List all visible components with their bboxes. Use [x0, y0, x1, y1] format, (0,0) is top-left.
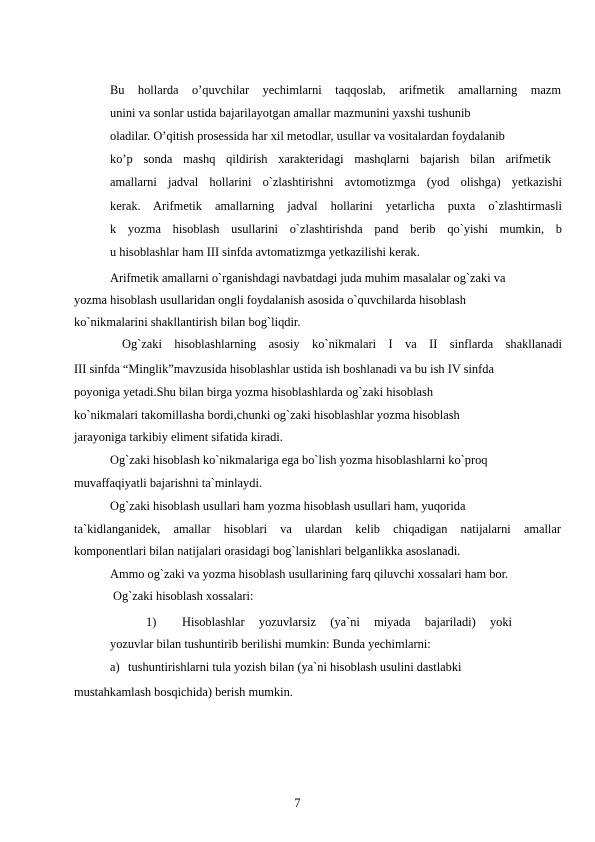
text-line: poyoniga yetadi.Shu bilan birga yozma hisoblashlarda og`zaki hisoblash — [74, 385, 434, 399]
page-number: 7 — [294, 796, 301, 810]
text-line: k yozma hisoblash usullarini o`zlashtirishda pand berib qo`yishi mumkin, b — [110, 222, 562, 236]
text-line: III sinfda “Minglik”mavzusida hisoblashlar ustida ish boshlanadi va bu ish IV sinfda — [74, 362, 494, 376]
text-line: Arifmetik amallarni o`rganishdagi navbatdagi juda muhim masalalar og`zaki va — [110, 271, 506, 285]
text-line: yozma hisoblash usullaridan ongli foydalanish asosida o`quvchilarda hisoblash — [74, 293, 466, 307]
text-line: Ammo og`zaki va yozma hisoblash usullarining farq qiluvchi xossalari ham bor. — [110, 567, 509, 581]
text-line: u hisoblashlar ham III sinfda avtomatizmga yetkazilishi kerak. — [110, 245, 420, 259]
text-line: ko`nikmalari takomillasha bordi,chunki og`zaki hisoblashlar yozma hisoblash — [74, 408, 460, 422]
text-line: oladilar. O’qitish prosessida har xil metodlar, usullar va vositalardan foydalanib — [110, 129, 505, 143]
text-line: Hisoblashlar yozuvlarsiz (ya`ni miyada bajariladi) yoki — [182, 615, 512, 629]
text-line: amallarni jadval hollarini o`zlashtirishni avtomotizmga (yod olishga) yetkazishi — [110, 175, 562, 189]
text-line: unini va sonlar ustida bajarilayotgan amallar mazmunini yaxshi tushunib — [110, 106, 471, 120]
text-line: Og`zaki hisoblash usullari ham yozma hisoblash usullari ham, yuqorida — [110, 499, 466, 513]
text-line: mustahkamlash bosqichida) berish mumkin. — [74, 685, 293, 699]
text-line: muvaffaqiyatli bajarishni ta`minlaydi. — [74, 476, 262, 490]
text-line: ko’p sonda mashq qildirish xarakteridagi mashqlarni bajarish bilan arifmetik — [110, 152, 551, 166]
text-line: tushuntirishlarni tula yozish bilan (ya`ni hisoblash usulini dastlabki — [128, 660, 462, 674]
text-line: yozuvlar bilan tushuntirib berilishi mumkin: Bunda yechimlarni: — [110, 637, 431, 651]
list-marker: a) — [110, 660, 120, 674]
text-line: jarayoniga tarkibiy eliment sifatida kiradi. — [74, 430, 283, 444]
text-line: Og`zaki hisoblashlarning asosiy ko`nikmalari I va II sinflarda shakllanadi — [122, 337, 562, 351]
text-line: Og`zaki hisoblash xossalari: — [113, 589, 254, 603]
text-line: kerak. Arifmetik amallarning jadval hollarini yetarlicha puxta o`zlashtirmasli — [110, 199, 562, 213]
list-marker: 1) — [146, 615, 157, 629]
text-line: Bu hollarda o’quvchilar yechimlarni taqqoslab, arifmetik amallarning mazm — [110, 83, 561, 97]
text-line: ko`nikmalarini shakllantirish bilan bog`liqdir. — [74, 315, 301, 329]
text-line: Og`zaki hisoblash ko`nikmalariga ega bo`lish yozma hisoblashlarni ko`proq — [110, 453, 488, 467]
text-line: ta`kidlanganidek, amallar hisoblari va ulardan kelib chiqadigan natijalarni amallar — [74, 522, 561, 536]
text-line: komponentlari bilan natijalari orasidagi bog`lanishlari belganlikka asoslanadi. — [74, 544, 461, 558]
